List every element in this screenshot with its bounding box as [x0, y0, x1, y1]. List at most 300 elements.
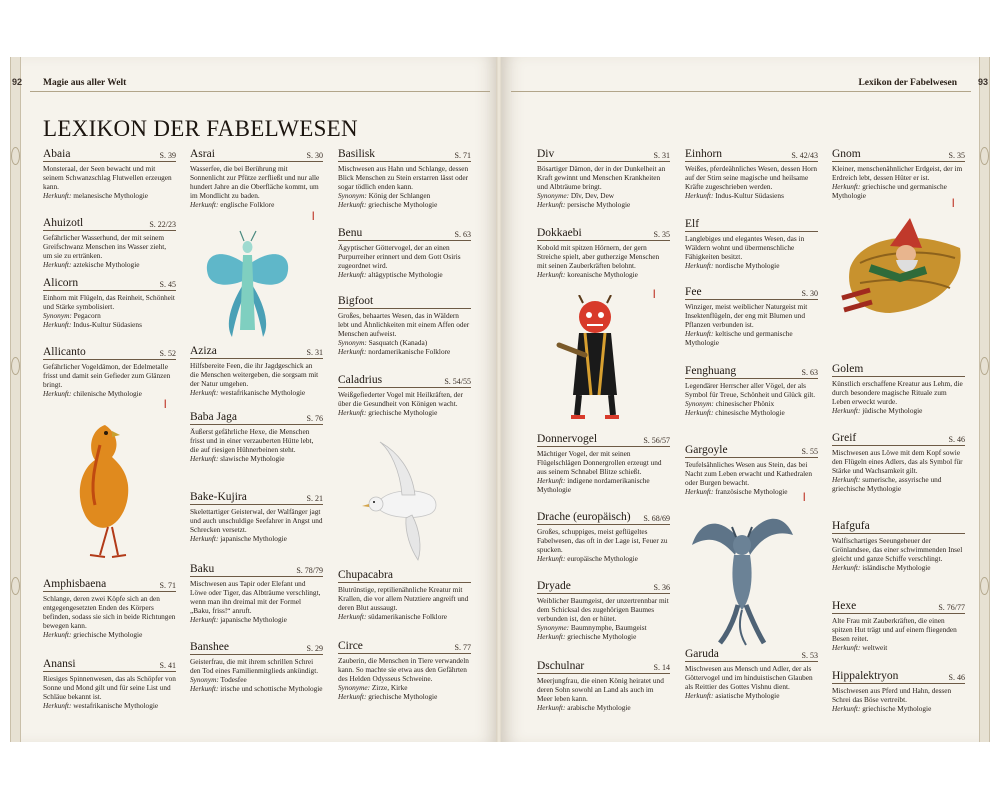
entry-text: Hilfsbereite Feen, die ihr Jagdgeschick an die Menschen weitergeben, die sorgsam mit der Natur umgehen.: [190, 361, 319, 388]
entry-description: [537, 676, 670, 712]
entry-description: [338, 585, 471, 621]
entry-heading: [43, 277, 176, 291]
entry-description: [685, 381, 818, 417]
lexicon-entry: [43, 277, 176, 329]
entry-description: [537, 596, 670, 641]
lexicon-entry: [537, 511, 670, 563]
origin-label: Herkunft:: [338, 200, 367, 209]
lexicon-entry: [43, 217, 176, 269]
entry-name: Aziza: [190, 345, 217, 357]
entry-page-ref: S. 63: [801, 368, 818, 377]
entry-name: Baku: [190, 563, 215, 575]
synonym-label: Synonym:: [338, 338, 367, 347]
lexicon-entry: [43, 658, 176, 710]
border-ornament: [980, 357, 989, 375]
entry-page-ref: S. 31: [306, 348, 323, 357]
entry-name: Anansi: [43, 658, 76, 670]
entry-name: Abaia: [43, 148, 71, 160]
origin-value: irische und schottische Mythologie: [220, 684, 323, 693]
border-ornament: [11, 147, 20, 165]
entry-name: Hexe: [832, 600, 857, 612]
origin-value: weltweit: [862, 643, 888, 652]
entry-heading: [190, 491, 323, 505]
entry-description: [537, 164, 670, 209]
border-ornament: [980, 577, 989, 595]
origin-label: Herkunft:: [537, 632, 566, 641]
entry-heading: [685, 648, 818, 662]
border-ornament: [11, 357, 20, 375]
lexicon-entry: [537, 660, 670, 712]
entry-heading: [832, 600, 965, 614]
entry-heading: [537, 660, 670, 674]
entry-description: [685, 460, 818, 496]
entry-name: Golem: [832, 363, 864, 375]
origin-label: Herkunft:: [537, 476, 566, 485]
entry-text: Äußerst gefährliche Hexe, die Menschen frisst und in einer verzauberten Hütte lebt, die auf riesigen Hühnerbeinen steht.: [190, 427, 314, 454]
entry-description: [43, 594, 176, 639]
lexicon-entry: [832, 363, 965, 415]
entry-text: Winziger, meist weiblicher Naturgeist mit Insektenflügeln, der eng mit Blumen und Pflanzen verbunden ist.: [685, 302, 808, 329]
entry-page-ref: S. 30: [306, 151, 323, 160]
origin-label: Herkunft:: [832, 563, 861, 572]
origin-label: Herkunft:: [537, 200, 566, 209]
page-number: 92: [12, 77, 23, 87]
entry-description: [43, 164, 176, 200]
origin-value: griechische Mythologie: [567, 632, 637, 641]
origin-label: Herkunft:: [685, 329, 714, 338]
lexicon-entry: [685, 365, 818, 417]
lexicon-entry: [685, 444, 818, 496]
entry-heading: [832, 148, 965, 162]
lexicon-entry: [537, 580, 670, 641]
synonym-label: Synonym:: [43, 311, 72, 320]
entry-text: Mischwesen aus Mensch und Adler, der als Göttervogel und im hinduistischen Glauben als Reittier des Gottes Vishnu dient.: [685, 664, 813, 691]
origin-label: Herkunft:: [832, 704, 861, 713]
entry-name: Garuda: [685, 648, 719, 660]
origin-label: Herkunft:: [685, 261, 714, 270]
entry-heading: [190, 148, 323, 162]
fairy-illustration: [200, 225, 295, 345]
entry-name: Gargoyle: [685, 444, 728, 456]
entry-text: Ägyptischer Göttervogel, der an einen Purpurreiher erinnert und dem Gott Osiris zugeordnet wird.: [338, 243, 461, 270]
entry-name: Dschulnar: [537, 660, 585, 672]
lexicon-entry: [832, 520, 965, 572]
section-marker: |: [952, 197, 955, 207]
entry-description: [190, 361, 323, 397]
entry-description: [537, 527, 670, 563]
entry-name: Donnervogel: [537, 433, 598, 445]
origin-value: Indus-Kultur Südasiens: [715, 191, 784, 200]
entry-description: [338, 311, 471, 356]
border-ornament: [11, 577, 20, 595]
synonym-value: Dīv, Dev, Dew: [570, 191, 615, 200]
entry-text: Gefährlicher Wasserhund, der mit seinem Greifschwanz Menschen ins Wasser zieht, um sie zu ertränken.: [43, 233, 167, 260]
synonym-label: Synonyme:: [537, 191, 570, 200]
entry-heading: [537, 580, 670, 594]
entry-page-ref: S. 76/77: [938, 603, 965, 612]
entry-page-ref: S. 41: [159, 661, 176, 670]
lexicon-entry: [685, 218, 818, 270]
entry-name: Fenghuang: [685, 365, 737, 377]
entry-page-ref: S. 35: [948, 151, 965, 160]
entry-description: [685, 664, 818, 700]
entry-page-ref: S. 22/23: [149, 220, 176, 229]
entry-page-ref: S. 21: [306, 494, 323, 503]
lexicon-entry: [43, 148, 176, 200]
synonym-value: König der Schlangen: [368, 191, 431, 200]
origin-label: Herkunft:: [832, 643, 861, 652]
origin-value: chinesische Mythologie: [715, 408, 785, 417]
entry-heading: [338, 227, 471, 241]
synonym-label: Synonym:: [685, 399, 714, 408]
entry-name: Ahuizotl: [43, 217, 84, 229]
entry-page-ref: S. 42/43: [791, 151, 818, 160]
origin-value: aztekische Mythologie: [73, 260, 140, 269]
origin-label: Herkunft:: [685, 191, 714, 200]
origin-value: keltische und germanische Mythologie: [685, 329, 793, 347]
lexicon-entry: [338, 374, 471, 417]
origin-value: griechische Mythologie: [368, 692, 438, 701]
origin-value: altägyptische Mythologie: [368, 270, 443, 279]
page-number: 93: [977, 77, 988, 87]
origin-label: Herkunft:: [190, 200, 219, 209]
lexicon-entry: [338, 569, 471, 621]
entry-page-ref: S. 56/57: [643, 436, 670, 445]
entry-heading: [832, 520, 965, 534]
entry-page-ref: S. 46: [948, 435, 965, 444]
origin-value: nordische Mythologie: [715, 261, 780, 270]
origin-label: Herkunft:: [338, 692, 367, 701]
lexicon-entry: [537, 148, 670, 209]
entry-heading: [43, 658, 176, 672]
synonym-label: Synonym:: [190, 675, 219, 684]
origin-label: Herkunft:: [190, 684, 219, 693]
entry-name: Alicorn: [43, 277, 79, 289]
header-rule: [30, 91, 490, 92]
entry-heading: [685, 286, 818, 300]
origin-value: griechische Mythologie: [73, 630, 143, 639]
entry-name: Einhorn: [685, 148, 723, 160]
lexicon-entry: [537, 433, 670, 494]
origin-value: englische Folklore: [220, 200, 275, 209]
entry-heading: [685, 444, 818, 458]
dokkaebi-illustration: [555, 295, 635, 425]
entry-heading: [537, 511, 670, 525]
origin-value: griechische Mythologie: [368, 200, 438, 209]
entry-page-ref: S. 31: [653, 151, 670, 160]
entry-description: [43, 362, 176, 398]
entry-name: Basilisk: [338, 148, 376, 160]
lexicon-entry: [685, 148, 818, 200]
phoenix-illustration: [60, 415, 150, 565]
origin-label: Herkunft:: [190, 534, 219, 543]
entry-heading: [537, 433, 670, 447]
lexicon-entry: [338, 295, 471, 356]
entry-description: [338, 656, 471, 701]
entry-page-ref: S. 35: [653, 230, 670, 239]
origin-value: indigene nordamerikanische Mythologie: [537, 476, 650, 494]
entry-page-ref: S. 39: [159, 151, 176, 160]
origin-label: Herkunft:: [338, 347, 367, 356]
origin-value: südamerikanische Folklore: [368, 612, 448, 621]
entry-page-ref: S. 71: [454, 151, 471, 160]
lexicon-entry: [43, 578, 176, 639]
entry-name: Drache (europäisch): [537, 511, 631, 523]
origin-value: griechische Mythologie: [368, 408, 438, 417]
entry-text: Weiblicher Baumgeist, der unzertrennbar mit dem Schicksal des zugehörigen Baumes verbunden ist, den er hütet.: [537, 596, 669, 623]
gnome-illustration: [830, 208, 970, 333]
origin-label: Herkunft:: [43, 260, 72, 269]
entry-page-ref: S. 63: [454, 230, 471, 239]
section-marker: |: [164, 398, 167, 408]
origin-label: Herkunft:: [338, 408, 367, 417]
entry-description: [832, 379, 965, 415]
origin-label: Herkunft:: [832, 475, 861, 484]
entry-text: Künstlich erschaffene Kreatur aus Lehm, die durch besondere magische Rituale zum Leben erweckt wurde.: [832, 379, 963, 406]
origin-value: melanesische Mythologie: [73, 191, 148, 200]
border-ornament: [980, 147, 989, 165]
synonym-label: Synonyme:: [338, 683, 371, 692]
entry-description: [190, 427, 323, 463]
entry-description: [537, 449, 670, 494]
origin-label: Herkunft:: [338, 270, 367, 279]
origin-label: Herkunft:: [43, 320, 72, 329]
entry-name: Circe: [338, 640, 363, 652]
entry-heading: [338, 295, 471, 309]
entry-text: Bösartiger Dämon, der in der Dunkelheit an Kraft gewinnt und Menschen Krankheiten und Albträume bringt.: [537, 164, 666, 191]
entry-name: Bigfoot: [338, 295, 374, 307]
entry-description: [537, 243, 670, 279]
origin-label: Herkunft:: [685, 691, 714, 700]
entry-text: Walfischartiges Seeungeheuer der Grönlandsee, das einer schwimmenden Insel gleicht und ganze Schiffe verschlingt.: [832, 536, 963, 563]
synonym-value: Todesfee: [220, 675, 247, 684]
lexicon-entry: [338, 148, 471, 209]
synonym-value: Sasquatch (Kanada): [368, 338, 428, 347]
lexicon-entry: [190, 641, 323, 693]
origin-label: Herkunft:: [190, 388, 219, 397]
entry-heading: [832, 432, 965, 446]
entry-text: Geisterfrau, die mit ihrem schrillen Schrei den Tod eines Familienmitglieds ankündigt.: [190, 657, 319, 675]
entry-page-ref: S. 54/55: [444, 377, 471, 386]
entry-text: Weißgefiederter Vogel mit Heilkräften, der über die Gesundheit von Königen wacht.: [338, 390, 463, 408]
entry-heading: [832, 670, 965, 684]
lexicon-entry: [190, 491, 323, 543]
lexicon-entry: [832, 432, 965, 493]
entry-heading: [685, 365, 818, 379]
entry-text: Kleiner, menschenähnlicher Erdgeist, der im Erdreich lebt, dessen Hüter er ist.: [832, 164, 963, 182]
origin-value: westafrikanische Mythologie: [73, 701, 159, 710]
entry-name: Div: [537, 148, 555, 160]
gargoyle-illustration: [690, 505, 795, 650]
synonym-value: Pegacorn: [73, 311, 101, 320]
origin-value: griechische und germanische Mythologie: [832, 182, 947, 200]
origin-value: griechische Mythologie: [862, 704, 932, 713]
entry-text: Riesiges Spinnenwesen, das als Schöpfer von Sonne und Mond gilt und für seine List und Schläue bekannt ist.: [43, 674, 176, 701]
lexicon-entry: [190, 563, 323, 624]
origin-label: Herkunft:: [685, 487, 714, 496]
synonym-value: Baumnymphe, Baumgeist: [570, 623, 647, 632]
origin-value: westafrikanische Mythologie: [220, 388, 306, 397]
section-marker: |: [653, 288, 656, 298]
entry-text: Mächtiger Vogel, der mit seinen Flügelschlägen Donnergrollen erzeugt und aus seinem Schnabel Blitze schießt.: [537, 449, 662, 476]
entry-text: Großes, behaartes Wesen, das in Wäldern lebt und Ähnlichkeiten mit einem Affen oder Menschen aufweist.: [338, 311, 470, 338]
entry-text: Skelettartiger Geisterwal, der Walfänger jagt und auch unschuldige Seefahrer in Angst und Schrecken versetzt.: [190, 507, 323, 534]
entry-page-ref: S. 36: [653, 583, 670, 592]
entry-heading: [832, 363, 965, 377]
entry-page-ref: S. 76: [306, 414, 323, 423]
entry-page-ref: S. 77: [454, 643, 471, 652]
entry-text: Mischwesen aus Tapir oder Elefant und Löwe oder Tiger, das Albträume verschlingt, wenn man ihn dreimal mit der Formel „Baku, friss!“ anruft.: [190, 579, 321, 615]
entry-name: Asrai: [190, 148, 215, 160]
entry-page-ref: S. 68/69: [643, 514, 670, 523]
running-head: Lexikon der Fabelwesen: [858, 78, 957, 88]
origin-label: Herkunft:: [537, 554, 566, 563]
origin-value: Indus-Kultur Südasiens: [73, 320, 142, 329]
synonym-label: Synonyme:: [537, 623, 570, 632]
entry-text: Monsteraal, der Seen bewacht und mit seinem Schwanzschlag Flutwellen erzeugen kann.: [43, 164, 172, 191]
entry-text: Meerjungfrau, die einen König heiratet und deren Sohn sowohl an Land als auch im Meer leben kann.: [537, 676, 664, 703]
origin-value: französische Mythologie: [715, 487, 788, 496]
origin-value: europäische Mythologie: [567, 554, 638, 563]
entry-description: [190, 507, 323, 543]
entry-description: [832, 448, 965, 493]
origin-value: sumerische, assyrische und griechische Mythologie: [832, 475, 942, 493]
lexicon-entry: [338, 227, 471, 279]
entry-text: Zauberin, die Menschen in Tiere verwandeln kann. So machte sie etwa aus den Gefährten des Helden Odysseus Schweine.: [338, 656, 469, 683]
entry-heading: [338, 640, 471, 654]
origin-label: Herkunft:: [43, 630, 72, 639]
entry-heading: [685, 218, 818, 232]
lexicon-entry: [832, 600, 965, 652]
entry-description: [190, 657, 323, 693]
entry-text: Legendärer Herrscher aller Vögel, der als Symbol für Treue, Schönheit und Glück gilt.: [685, 381, 816, 399]
entry-name: Fee: [685, 286, 702, 298]
entry-heading: [43, 217, 176, 231]
entry-page-ref: S. 30: [801, 289, 818, 298]
origin-value: slawische Mythologie: [220, 454, 285, 463]
entry-text: Kobold mit spitzen Hörnern, der gern Streiche spielt, aber gutherzige Menschen mit seinen Zauberkräften belohnt.: [537, 243, 660, 270]
entry-page-ref: S. 46: [948, 673, 965, 682]
entry-text: Mischwesen aus Hahn und Schlange, dessen Blick Menschen zu Stein erstarren lässt oder sogar tödlich enden kann.: [338, 164, 469, 191]
entry-description: [338, 243, 471, 279]
lexicon-entry: [537, 227, 670, 279]
origin-label: Herkunft:: [43, 389, 72, 398]
entry-name: Benu: [338, 227, 363, 239]
entry-heading: [43, 346, 176, 360]
entry-page-ref: S. 14: [653, 663, 670, 672]
entry-text: Mischwesen aus Pferd und Hahn, dessen Schrei das Böse vertreibt.: [832, 686, 952, 704]
entry-text: Alte Frau mit Zauberkräften, die einen spitzen Hut trägt und auf einem fliegenden Besen reitet.: [832, 616, 957, 643]
entry-name: Elf: [685, 218, 700, 230]
origin-value: chilenische Mythologie: [73, 389, 142, 398]
entry-heading: [537, 227, 670, 241]
entry-description: [685, 234, 818, 270]
entry-text: Gefährlicher Vogeldämon, der Edelmetalle frisst und damit sein Gefieder zum Glänzen bringt.: [43, 362, 171, 389]
origin-label: Herkunft:: [537, 703, 566, 712]
origin-label: Herkunft:: [832, 406, 861, 415]
entry-heading: [190, 641, 323, 655]
entry-heading: [190, 345, 323, 359]
origin-value: jüdische Mythologie: [862, 406, 923, 415]
origin-value: nordamerikanische Folklore: [368, 347, 451, 356]
entry-name: Hafgufa: [832, 520, 870, 532]
entry-text: Weißes, pferdeähnliches Wesen, dessen Horn auf der Stirn seine magische und heilsame Kräfte zugeschrieben werden.: [685, 164, 818, 191]
origin-label: Herkunft:: [338, 612, 367, 621]
origin-value: isländische Mythologie: [862, 563, 931, 572]
entry-heading: [43, 148, 176, 162]
synonym-label: Synonym:: [338, 191, 367, 200]
origin-label: Herkunft:: [537, 270, 566, 279]
lexicon-entry: [190, 148, 323, 209]
entry-name: Gnom: [832, 148, 861, 160]
origin-label: Herkunft:: [685, 408, 714, 417]
entry-text: Blutrünstige, reptilienähnliche Kreatur mit Krallen, die vor allem Nutztiere angreift und deren Blut aussaugt.: [338, 585, 469, 612]
entry-description: [685, 164, 818, 200]
lexicon-entry: [190, 411, 323, 463]
entry-text: Schlange, deren zwei Köpfe sich an den entgegengesetzten Enden des Körpers befinden, sodass sie sich in beide Richtungen bewegen kann.: [43, 594, 176, 630]
lexicon-entry: [832, 148, 965, 200]
origin-label: Herkunft:: [190, 615, 219, 624]
origin-label: Herkunft:: [190, 454, 219, 463]
synonym-value: chinesischer Phönix: [715, 399, 775, 408]
lexicon-entry: [190, 345, 323, 397]
entry-name: Caladrius: [338, 374, 383, 386]
origin-value: persische Mythologie: [567, 200, 631, 209]
entry-heading: [43, 578, 176, 592]
section-marker: |: [803, 491, 806, 501]
entry-description: [190, 579, 323, 624]
entry-name: Hippalektryon: [832, 670, 899, 682]
entry-page-ref: S. 53: [801, 651, 818, 660]
white-bird-illustration: [360, 440, 445, 565]
entry-heading: [338, 148, 471, 162]
entry-heading: [190, 411, 323, 425]
entry-description: [832, 686, 965, 713]
entry-page-ref: S. 55: [801, 447, 818, 456]
entry-name: Allicanto: [43, 346, 86, 358]
entry-name: Dryade: [537, 580, 571, 592]
origin-value: arabische Mythologie: [567, 703, 631, 712]
entry-name: Chupacabra: [338, 569, 393, 581]
lexicon-entry: [832, 670, 965, 713]
entry-description: [685, 302, 818, 347]
entry-description: [338, 390, 471, 417]
entry-name: Greif: [832, 432, 857, 444]
lexicon-entry: [338, 640, 471, 701]
section-marker: |: [312, 210, 315, 220]
entry-name: Bake-Kujira: [190, 491, 247, 503]
entry-heading: [338, 569, 471, 583]
entry-text: Wasserfee, die bei Berührung mit Sonnenlicht zur Pfütze zerfließt und nur alle hundert Jahre an die Oberfläche kommt, um im Mondlicht zu baden.: [190, 164, 320, 200]
entry-text: Einhorn mit Flügeln, das Reinheit, Schönheit und Stärke symbolisiert.: [43, 293, 175, 311]
entry-description: [43, 233, 176, 269]
entry-description: [832, 616, 965, 652]
origin-label: Herkunft:: [43, 191, 72, 200]
entry-page-ref: S. 71: [159, 581, 176, 590]
origin-label: Herkunft:: [43, 701, 72, 710]
page-title: LEXIKON DER FABELWESEN: [43, 116, 358, 141]
entry-text: Mischwesen aus Löwe mit dem Kopf sowie den Flügeln eines Adlers, das als Symbol für Stärke und Wachsamkeit gilt.: [832, 448, 963, 475]
lexicon-entry: [43, 346, 176, 398]
header-rule: [511, 91, 971, 92]
lexicon-entry: [685, 648, 818, 700]
lexicon-entry: [685, 286, 818, 347]
entry-name: Dokkaebi: [537, 227, 582, 239]
origin-label: Herkunft:: [832, 182, 861, 191]
entry-page-ref: S. 45: [159, 280, 176, 289]
entry-description: [338, 164, 471, 209]
origin-value: asiatische Mythologie: [715, 691, 780, 700]
